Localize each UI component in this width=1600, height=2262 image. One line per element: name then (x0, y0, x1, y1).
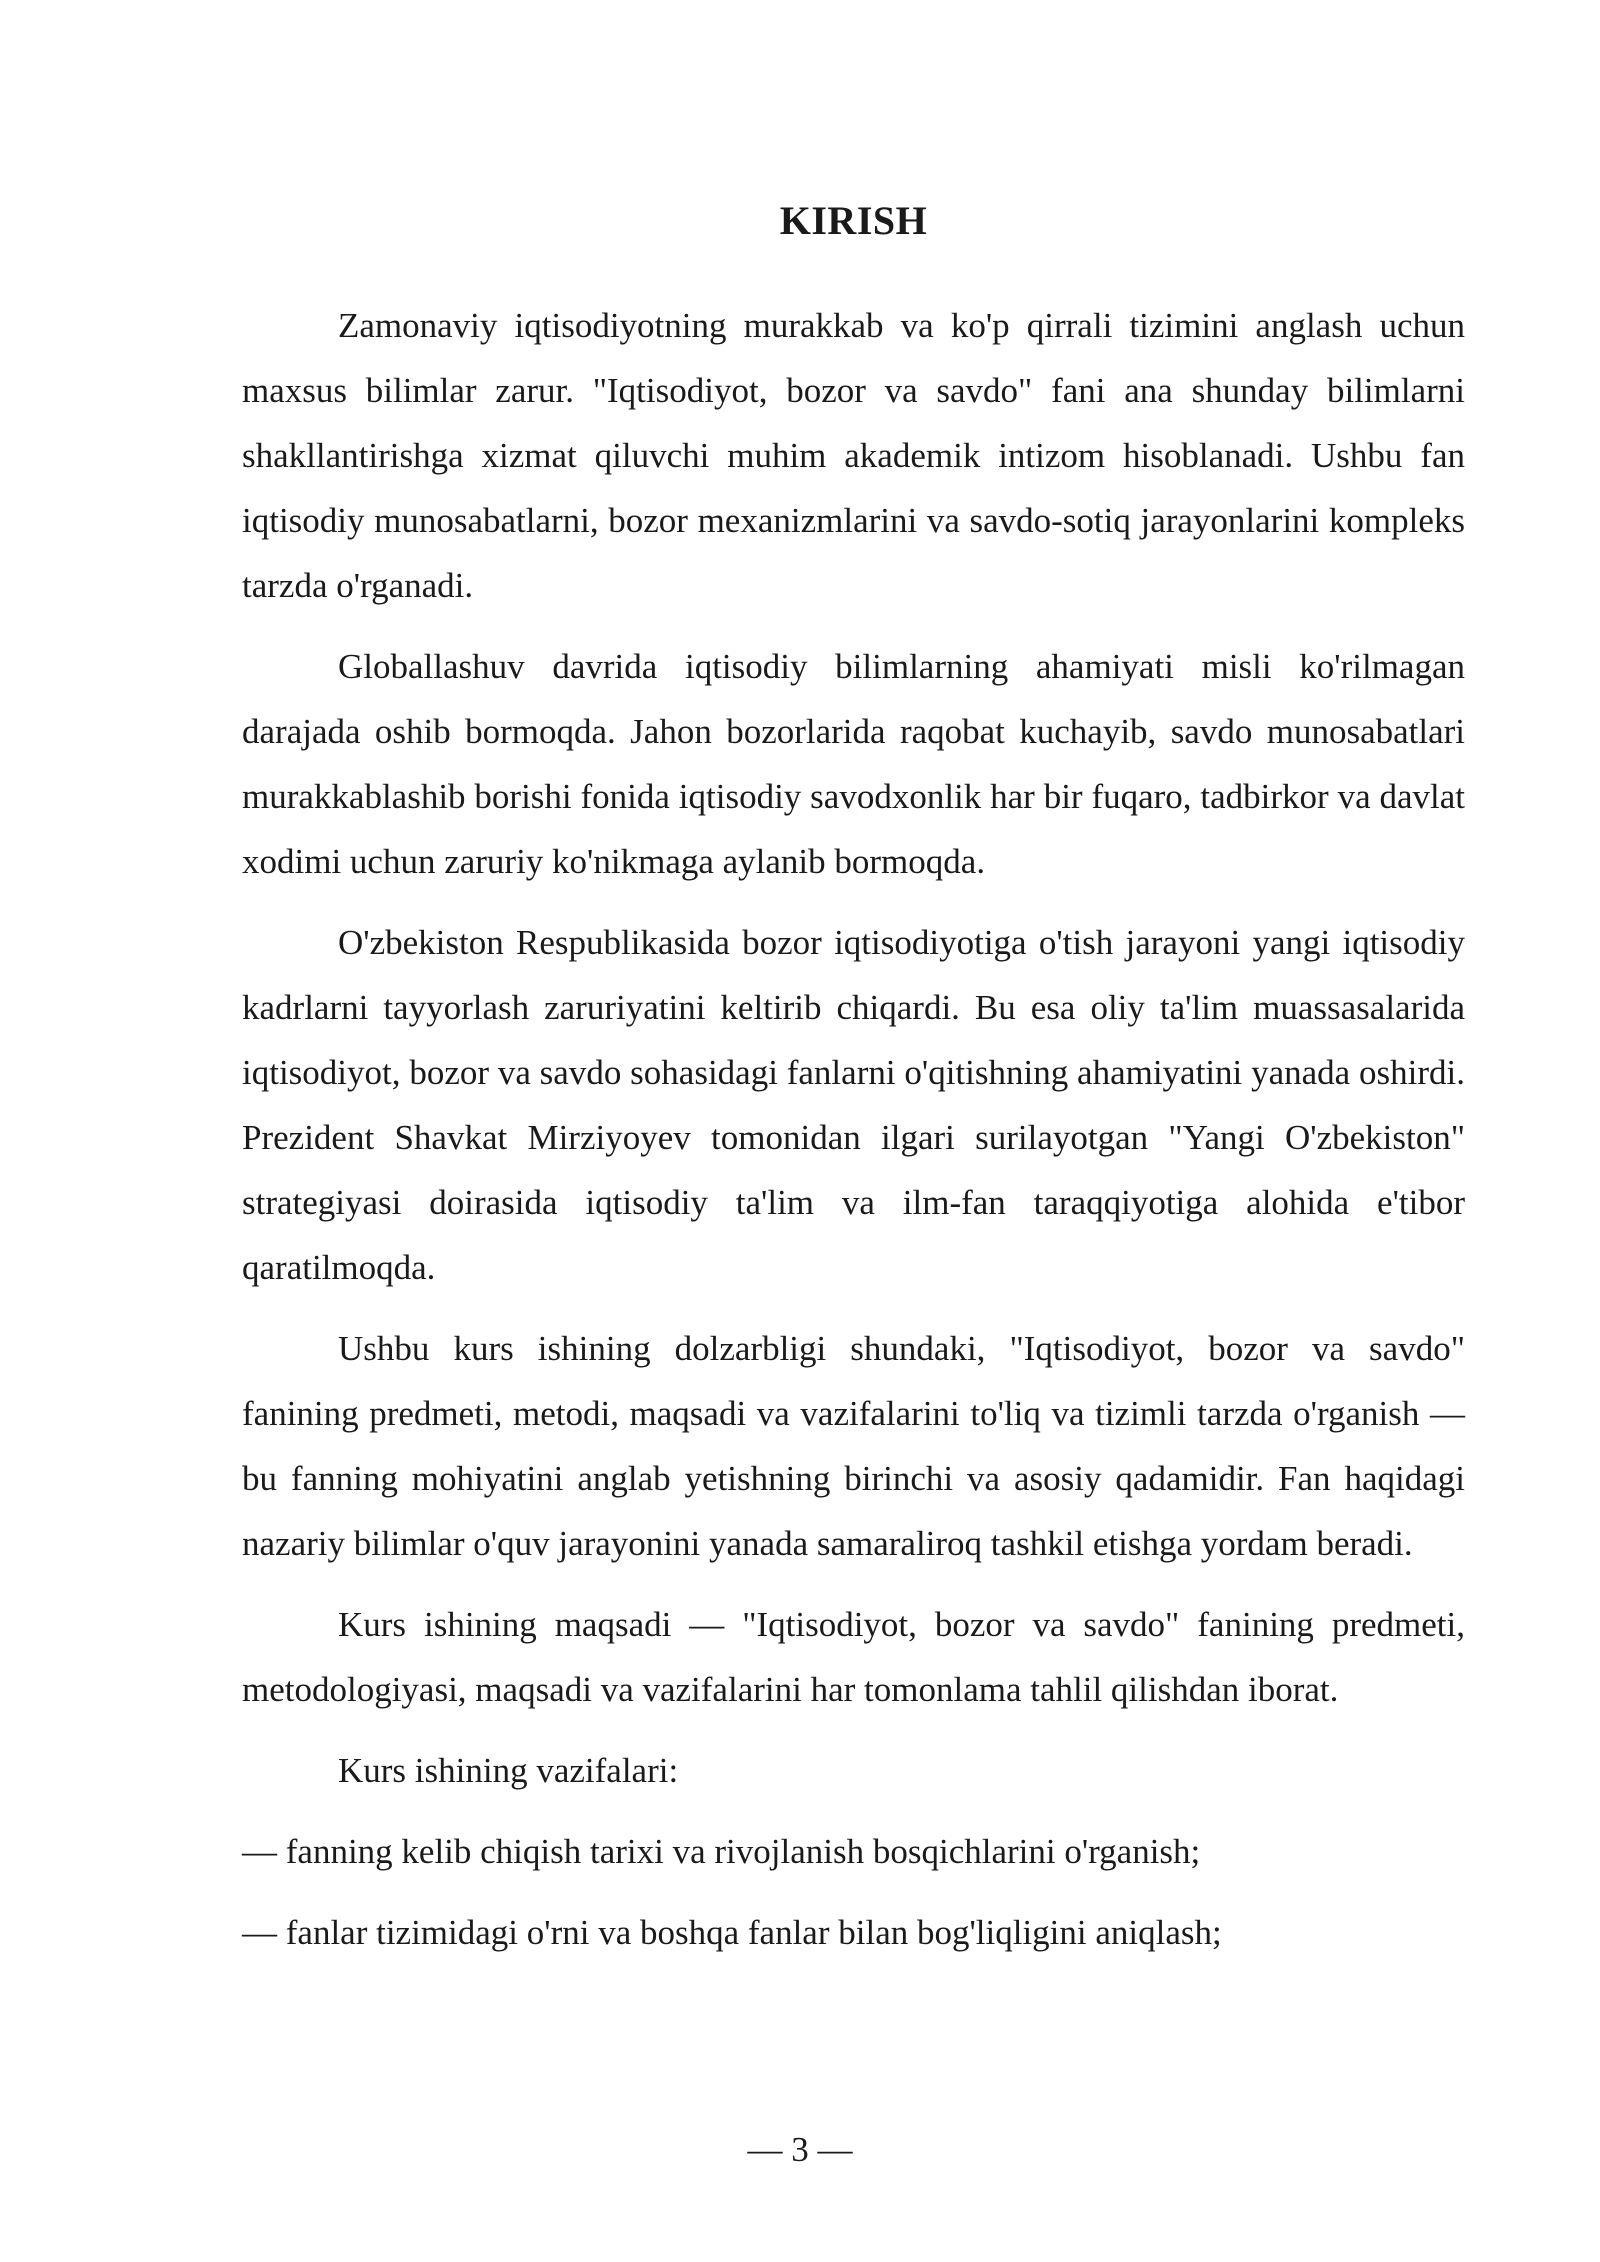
task-item: — fanlar tizimidagi o'rni va boshqa fanlar bilan bog'liqligini aniqlash; (242, 1913, 1222, 1952)
tasks-heading: Kurs ishining vazifalari: (338, 1751, 679, 1790)
task-item: — fanning kelib chiqish tarixi va rivojlanish bosqichlarini o'rganish; (242, 1832, 1201, 1871)
paragraph-globalization: Globallashuv davrida iqtisodiy bilimlarning ahamiyati misli ko'rilmagan darajada oshib bormoqda. Jahon bozorlarida raqobat kuchayib, savdo munosabatlari murakkablashib borishi fonida iqtisodiy savodxonlik har bir fuqaro, tadbirkor va davlat xodimi uchun zaruriy ko'nikmaga aylanib bormoqda. (242, 647, 1465, 881)
paragraph-intro: Zamonaviy iqtisodiyotning murakkab va ko'p qirrali tizimini anglash uchun maxsus bilimlar zarur. "Iqtisodiyot, bozor va savdo" fani ana shunday bilimlarni shakllantirishga xizmat qiluvchi muhim akademik intizom hisoblanadi. Ushbu fan iqtisodiy munosabatlarni, bozor mexanizmlarini va savdo-sotiq jarayonlarini kompleks tarzda o'rganadi. (242, 306, 1465, 605)
section-title: KIRISH (779, 198, 928, 243)
paragraph-uzbekistan: O'zbekiston Respublikasida bozor iqtisodiyotiga o'tish jarayoni yangi iqtisodiy kadrlarni tayyorlash zaruriyatini keltirib chiqardi. Bu esa oliy ta'lim muassasalarida iqtisodiyot, bozor va savdo sohasidagi fanlarni o'qitishning ahamiyatini yanada oshirdi. Prezident Shavkat Mirziyoyev tomonidan ilgari surilayotgan "Yangi O'zbekiston" strategiyasi doirasida iqtisodiy ta'lim va ilm-fan taraqqiyotiga alohida e'tibor qaratilmoqda. (242, 923, 1465, 1287)
page-number: — 3 — (747, 2130, 853, 2169)
paragraph-relevance: Ushbu kurs ishining dolzarbligi shundaki, "Iqtisodiyot, bozor va savdo" fanining predmeti, metodi, maqsadi va vazifalarini to'liq va tizimli tarzda o'rganish — bu fanning mohiyatini anglab yetishning birinchi va asosiy qadamidir. Fan haqidagi nazariy bilimlar o'quv jarayonini yanada samaraliroq tashkil etishga yordam beradi. (242, 1329, 1465, 1563)
paragraph-goal: Kurs ishining maqsadi — "Iqtisodiyot, bozor va savdo" fanining predmeti, metodologiyasi, maqsadi va vazifalarini har tomonlama tahlil qilishdan iborat. (242, 1605, 1465, 1709)
page-content (242, 193, 1465, 1981)
